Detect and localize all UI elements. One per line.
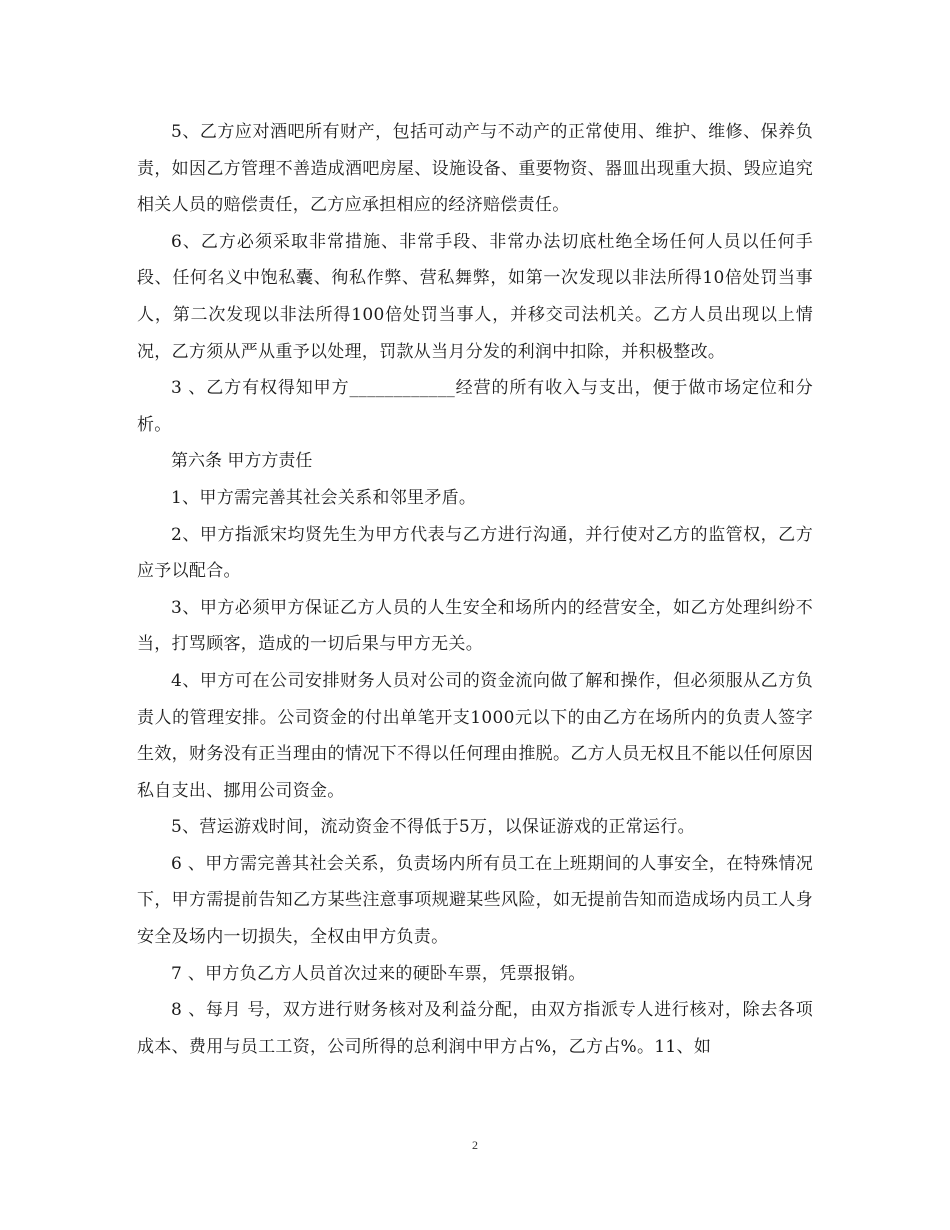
document-body — [137, 114, 813, 1065]
paragraph-yi-5: 5、乙方应对酒吧所有财产，包括可动产与不动产的正常使用、维护、维修、保养负责，如因乙方管理不善造成酒吧房屋、设施设备、重要物资、器皿出现重大损、毁应追究相关人员的赔偿责任，乙方应承担相应的经济赔偿责任。 — [137, 122, 813, 216]
paragraph-jia-1: 1、甲方需完善其社会关系和邻里矛盾。 — [171, 487, 477, 508]
paragraph-jia-2: 2、甲方指派宋均贤先生为甲方代表与乙方进行沟通，并行使对乙方的监管权，乙方应予以配合。 — [137, 524, 813, 582]
paragraph-jia-3: 3、甲方必须甲方保证乙方人员的人生安全和场所内的经营安全，如乙方处理纠纷不当，打骂顾客，造成的一切后果与甲方无关。 — [137, 597, 813, 655]
section-heading-article-6: 第六条 甲方方责任 — [171, 451, 313, 472]
paragraph-yi-6: 6、乙方必须采取非常措施、非常手段、非常办法切底杜绝全场任何人员以任何手段、任何名义中饱私囊、徇私作弊、营私舞弊，如第一次发现以非法所得10倍处罚当事人，第二次发现以非法所得100倍处罚当事人，并移交司法机关。乙方人员出现以上情况，乙方须从严从重予以处理，罚款从当月分发的利润中扣除，并积极整改。 — [137, 231, 813, 362]
paragraph-jia-5: 5、营运游戏时间，流动资金不得低于5万，以保证游戏的正常运行。 — [171, 817, 695, 838]
paragraph-jia-8: 8 、每月 号，双方进行财务核对及利益分配，由双方指派专人进行核对，除去各项成本、费用与员工工资，公司所得的总利润中甲方占%，乙方占%。11、如 — [137, 1000, 813, 1057]
paragraph-jia-7: 7 、甲方负乙方人员首次过来的硬卧车票，凭票报销。 — [171, 963, 586, 984]
page-number: 2 — [472, 1138, 478, 1152]
paragraph-jia-6: 6 、甲方需完善其社会关系，负责场内所有员工在上班期间的人事安全，在特殊情况下，甲方需提前告知乙方某些注意事项规避某些风险，如无提前告知而造成场内员工人身安全及场内一切损失，全权由甲方负责。 — [137, 853, 813, 948]
paragraph-yi-3: 3 、乙方有权得知甲方____________经营的所有收入与支出，便于做市场定位和分析。 — [137, 378, 813, 435]
paragraph-jia-4: 4、甲方可在公司安排财务人员对公司的资金流向做了解和操作，但必须服从乙方负责人的管理安排。公司资金的付出单笔开支1000元以下的由乙方在场所内的负责人签字生效，财务没有正当理由的情况下不得以任何理由推脱。乙方人员无权且不能以任何原因私自支出、挪用公司资金。 — [137, 670, 813, 801]
